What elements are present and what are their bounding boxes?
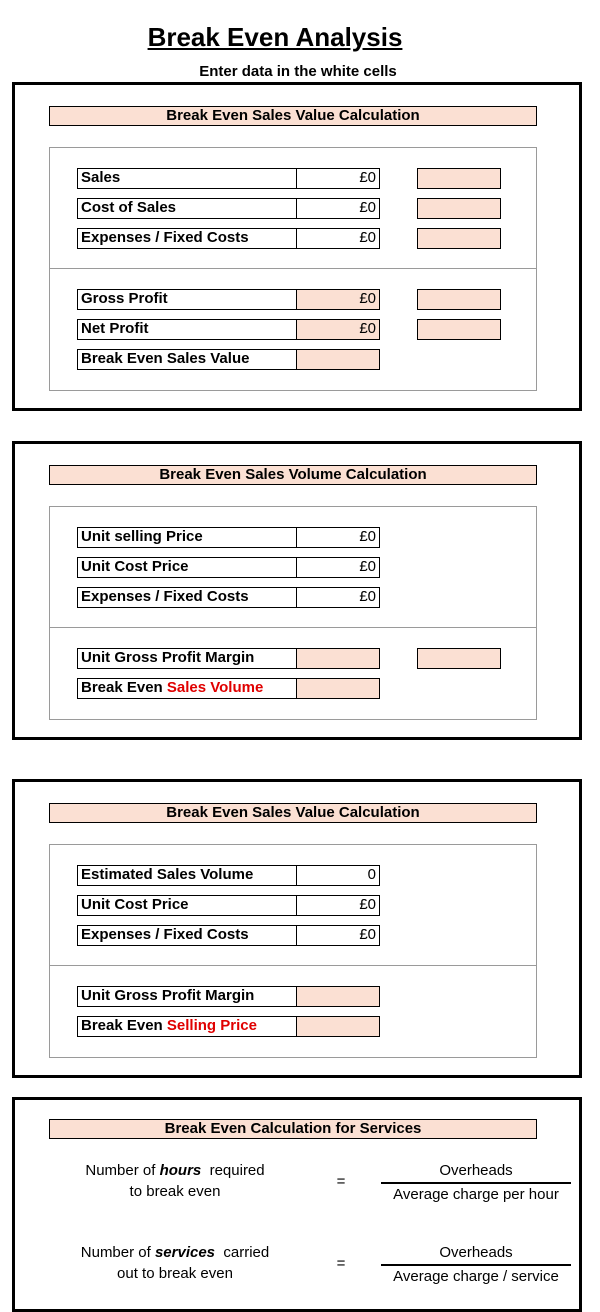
hours-formula-label — [55, 1160, 295, 1202]
hours-fraction — [381, 1160, 571, 1205]
row-label: Gross Profit — [77, 289, 297, 310]
percent-cell — [417, 198, 501, 219]
row-label: Expenses / Fixed Costs — [77, 925, 297, 946]
row-label: Break Even Sales Value — [77, 349, 297, 370]
percent-cell — [417, 168, 501, 189]
row-label — [77, 1016, 297, 1037]
sales-value-panel — [12, 82, 582, 411]
label-prefix: Break Even — [81, 1017, 167, 1034]
net-profit-value: £0 — [296, 319, 380, 340]
row-label: Unit Gross Profit Margin — [77, 648, 297, 669]
section-header: Break Even Sales Volume Calculation — [49, 465, 537, 485]
row-label: Unit Gross Profit Margin — [77, 986, 297, 1007]
services-formula-label — [55, 1242, 295, 1284]
page-subtitle: Enter data in the white cells — [199, 63, 397, 80]
text-suffix: required — [201, 1162, 265, 1179]
text-emphasis: services — [154, 1244, 216, 1261]
expenses-input[interactable]: £0 — [296, 925, 380, 946]
estimated-sales-volume-input[interactable]: 0 — [296, 865, 380, 886]
text-line2: to break even — [129, 1183, 221, 1200]
gross-profit-value: £0 — [296, 289, 380, 310]
row-label: Unit Cost Price — [77, 895, 297, 916]
row-label: Expenses / Fixed Costs — [77, 587, 297, 608]
unit-gross-profit-margin-value — [296, 986, 380, 1007]
expenses-input[interactable]: £0 — [296, 587, 380, 608]
unit-selling-price-input[interactable]: £0 — [296, 527, 380, 548]
fraction-numerator: Overheads — [381, 1160, 571, 1184]
equals-sign: = — [336, 1255, 346, 1272]
percent-cell — [417, 289, 501, 310]
label-highlight: Selling Price — [166, 1017, 257, 1034]
section-divider — [49, 627, 537, 628]
cost-of-sales-input[interactable]: £0 — [296, 198, 380, 219]
fraction-numerator: Overheads — [381, 1242, 571, 1266]
percent-cell — [417, 228, 501, 249]
section-divider — [49, 268, 537, 269]
row-label: Unit selling Price — [77, 527, 297, 548]
section-header: Break Even Sales Value Calculation — [49, 803, 537, 823]
row-label: Estimated Sales Volume — [77, 865, 297, 886]
fraction-denominator: Average charge / service — [393, 1268, 559, 1285]
unit-cost-price-input[interactable]: £0 — [296, 895, 380, 916]
unit-cost-price-input[interactable]: £0 — [296, 557, 380, 578]
expenses-input[interactable]: £0 — [296, 228, 380, 249]
services-fraction — [381, 1242, 571, 1287]
fraction-denominator: Average charge per hour — [393, 1186, 559, 1203]
text-suffix: carried — [215, 1244, 270, 1261]
section-header: Break Even Sales Value Calculation — [49, 106, 537, 126]
sales-volume-panel — [12, 441, 582, 740]
selling-price-panel — [12, 779, 582, 1078]
row-label: Expenses / Fixed Costs — [77, 228, 297, 249]
text-prefix: Number of — [80, 1244, 155, 1261]
text-emphasis: hours — [159, 1162, 202, 1179]
text-line2: out to break even — [117, 1265, 233, 1282]
label-highlight: Sales Volume — [166, 679, 264, 696]
unit-gross-profit-margin-value — [296, 648, 380, 669]
percent-cell — [417, 648, 501, 669]
equals-sign: = — [336, 1173, 346, 1190]
section-header: Break Even Calculation for Services — [49, 1119, 537, 1139]
percent-cell — [417, 319, 501, 340]
sales-input[interactable]: £0 — [296, 168, 380, 189]
section-divider — [49, 965, 537, 966]
row-label — [77, 678, 297, 699]
text-prefix: Number of — [85, 1162, 160, 1179]
label-prefix: Break Even — [81, 679, 167, 696]
services-panel — [12, 1097, 582, 1312]
break-even-selling-price-value — [296, 1016, 380, 1037]
break-even-sales-volume-value — [296, 678, 380, 699]
row-label: Net Profit — [77, 319, 297, 340]
row-label: Cost of Sales — [77, 198, 297, 219]
page-title: Break Even Analysis — [147, 22, 403, 52]
row-label: Unit Cost Price — [77, 557, 297, 578]
row-label: Sales — [77, 168, 297, 189]
break-even-sales-value — [296, 349, 380, 370]
